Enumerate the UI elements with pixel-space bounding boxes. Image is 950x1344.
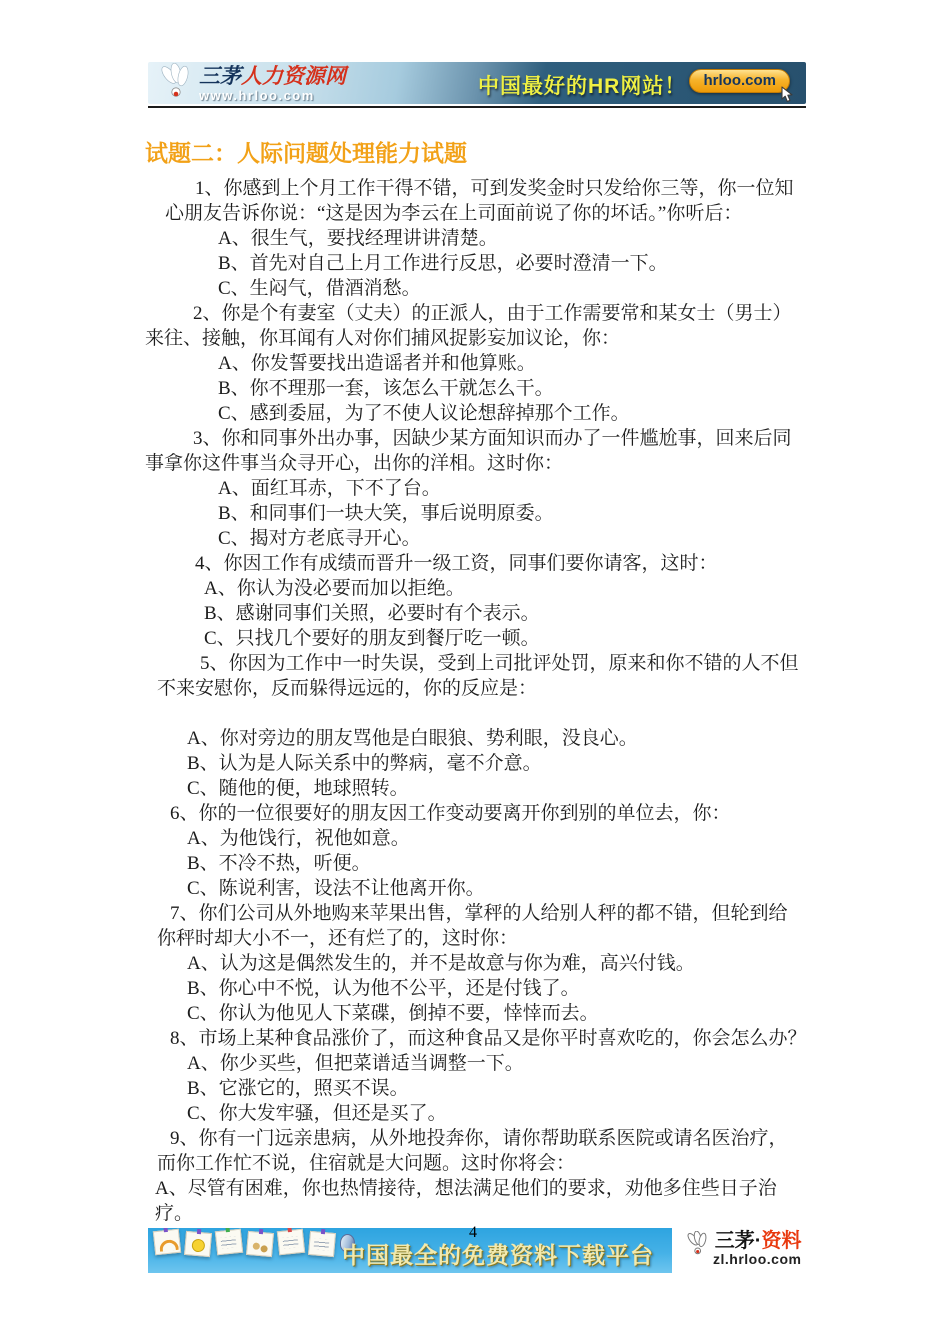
q5-line1: 5、你因为工作中一时失误，受到上司批评处罚，原来和你不错的人不但 [200, 653, 799, 674]
footer-brand-wordmark [715, 1231, 802, 1252]
q2-line2: 来往、接触，你耳闻有人对你们捕风捉影妄加议论，你： [145, 328, 621, 349]
logo-brand-suffix: 人力资源网 [241, 65, 346, 89]
note-cards-decoration [154, 1230, 355, 1254]
q7-line1: 7、你们公司从外地购来苹果出售，掌秤的人给别人秤的都不错，但轮到给 [170, 903, 788, 924]
q8-option-a: A、你少买些，但把菜谱适当调整一下。 [187, 1053, 524, 1074]
footer-brand-dot: · [754, 1230, 762, 1252]
q7-option-c: C、你认为他见人下菜碟，倒掉不要，悻悻而去。 [187, 1003, 599, 1024]
q5-option-a: A、你对旁边的朋友骂他是白眼狼、势利眼，没良心。 [187, 728, 638, 749]
q6-line1: 6、你的一位很要好的朋友因工作变动要离开你到别的单位去，你： [170, 803, 731, 824]
q3-option-a: A、面红耳赤，下不了台。 [218, 478, 441, 499]
q1-option-c: C、生闷气，借酒消愁。 [218, 278, 421, 299]
q9-line1: 9、你有一门远亲患病，从外地投奔你，请你帮助联系医院或请名医治疗， [170, 1128, 788, 1149]
logo-brand-text: 三茅 [199, 65, 241, 89]
footer-slogan: 中国最全的免费资料下载平台 [342, 1242, 654, 1268]
q5-line2: 不来安慰你，反而躲得远远的，你的反应是： [157, 678, 538, 699]
q6-option-b: B、不冷不热，听便。 [187, 853, 371, 874]
note-card [308, 1231, 336, 1257]
footer-brand-text: 三茅 [714, 1230, 755, 1252]
note-card [184, 1231, 212, 1257]
hrloo-com-button[interactable]: hrloo.com [689, 69, 790, 93]
note-card [215, 1229, 243, 1256]
shuttlecock-icon [156, 63, 194, 106]
footer-site-url: zl.hrloo.com [713, 1251, 802, 1267]
q3-line2: 事拿你这件事当众寻开心，出你的洋相。这时你： [145, 453, 564, 474]
q9-line2: 而你工作忙不说，住宿就是大问题。这时你将会： [157, 1153, 576, 1174]
note-card [277, 1229, 305, 1256]
q1-line2: 心朋友告诉你说：“这是因为李云在上司面前说了你的坏话。”你听后： [165, 203, 743, 224]
q2-line1: 2、你是个有妻室（丈夫）的正派人，由于工作需要常和某女士（男士） [193, 303, 792, 324]
logo-wordmark [199, 66, 346, 88]
q2-option-c: C、感到委屈，为了不使人议论想辞掉那个工作。 [218, 403, 630, 424]
q3-option-c: C、揭对方老底寻开心。 [218, 528, 421, 549]
q4-option-b: B、感谢同事们关照，必要时有个表示。 [204, 603, 540, 624]
q1-option-b: B、首先对自己上月工作进行反思，必要时澄清一下。 [218, 253, 668, 274]
q1-line1: 1、你感到上个月工作干得不错，可到发奖金时只发给你三等，你一位知 [195, 178, 794, 199]
questionnaire-body [145, 176, 835, 1226]
header-banner[interactable] [148, 62, 806, 104]
header-divider-line [148, 106, 806, 108]
shuttlecock-outline-icon [684, 1231, 710, 1262]
q5-option-c: C、随他的便，地球照转。 [187, 778, 409, 799]
q4-option-c: C、只找几个要好的朋友到餐厅吃一顿。 [204, 628, 540, 649]
blank-line [145, 701, 835, 726]
footer-logo[interactable] [684, 1231, 801, 1267]
footer-brand-accent: 资料 [761, 1230, 802, 1252]
q8-option-c: C、你大发牢骚，但还是买了。 [187, 1103, 447, 1124]
q2-option-a: A、你发誓要找出造谣者并和他算账。 [218, 353, 536, 374]
note-card [153, 1229, 181, 1256]
q6-option-c: C、陈说利害，设法不让他离开你。 [187, 878, 485, 899]
q7-line2: 你秤时却大小不一，还有烂了的，这时你： [157, 928, 519, 949]
logo-site-url: www.hrloo.com [199, 88, 315, 104]
q4-line1: 4、你因工作有成绩而晋升一级工资，同事们要你请客，这时： [195, 553, 718, 574]
footer-banner[interactable] [148, 1228, 672, 1273]
q8-option-b: B、它涨它的，照买不误。 [187, 1078, 409, 1099]
q8-line1: 8、市场上某种食品涨价了，而这种食品又是你平时喜欢吃的，你会怎么办？ [170, 1028, 807, 1049]
q5-option-b: B、认为是人际关系中的弊病，毫不介意。 [187, 753, 542, 774]
q3-line1: 3、你和同事外出办事，因缺少某方面知识而办了一件尴尬事，回来后同 [193, 428, 792, 449]
hrloo-logo [156, 63, 346, 106]
q6-option-a: A、为他饯行，祝他如意。 [187, 828, 410, 849]
q2-option-b: B、你不理那一套，该怎么干就怎么干。 [218, 378, 554, 399]
q7-option-a: A、认为这是偶然发生的，并不是故意与你为难，高兴付钱。 [187, 953, 695, 974]
header-slogan: 中国最好的HR网站！ [478, 75, 687, 98]
q3-option-b: B、和同事们一块大笑，事后说明原委。 [218, 503, 554, 524]
q9-option-a-line2: 疗。 [155, 1203, 194, 1224]
q7-option-b: B、你心中不悦，认为他不公平，还是付钱了。 [187, 978, 580, 999]
note-card [246, 1231, 274, 1257]
page-number: 4 [469, 1224, 477, 1241]
page-title: 试题二：人际问题处理能力试题 [145, 140, 467, 167]
q4-option-a: A、你认为没必要而加以拒绝。 [204, 578, 465, 599]
q1-option-a: A、很生气，要找经理讲讲清楚。 [218, 228, 498, 249]
q9-option-a-line1: A、尽管有困难，你也热情接待，想法满足他们的要求，劝他多住些日子治 [155, 1178, 777, 1199]
